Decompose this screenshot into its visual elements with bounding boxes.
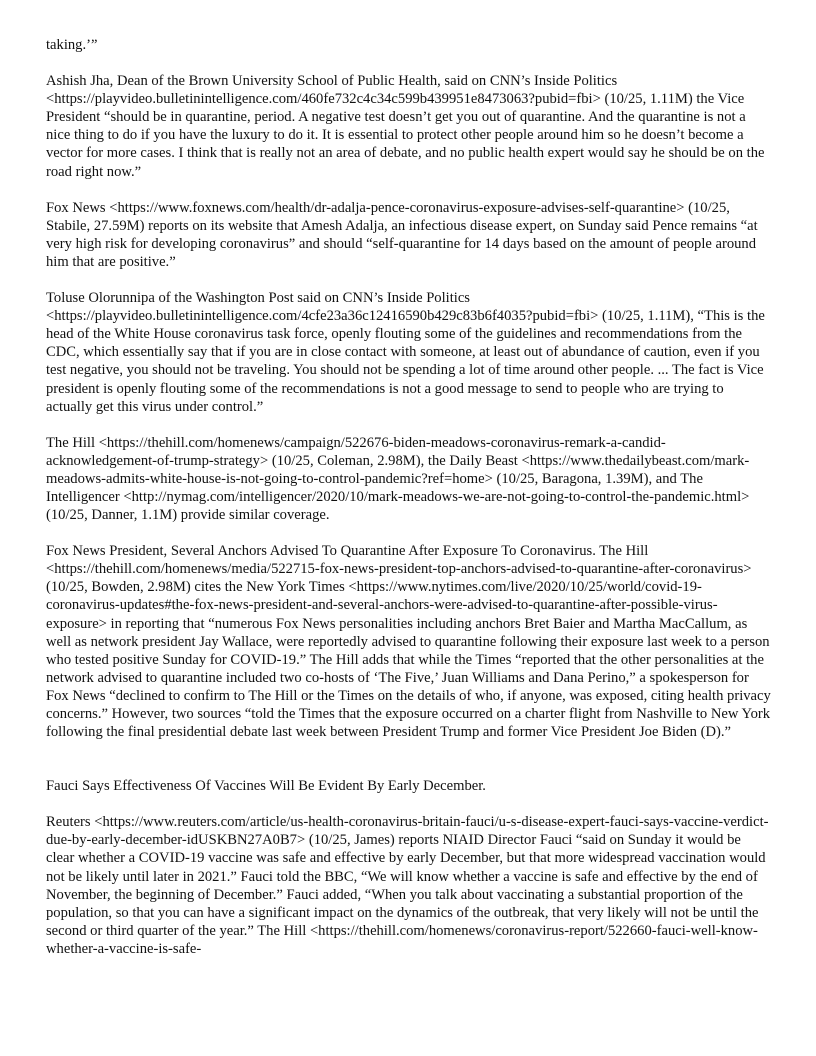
paragraph-continuation: taking.’” (46, 37, 98, 53)
paragraph-jha: Ashish Jha, Dean of the Brown University School of Public Health, said on CNN’s Inside Politics <https://playvideo.bulletinintelligence.com/460fe732c4c34c599b439951e8473063?pubid=fbi> (10/25, 1.11M) the Vice President “should be in quarantine, period. A negative test doesn’t get you out of quarantine. And the quarantine is not a nice thing to do if you have the luxury to do it. It is essential to protect other people around him so he doesn’t become a vector for more cases. I think that is really not an area of debate, and no public health expert would say he should be on the road right now.” (46, 73, 765, 180)
document-page (46, 36, 772, 976)
paragraph-olorunnipa: Toluse Olorunnipa of the Washington Post said on CNN’s Inside Politics <https://playvideo.bulletinintelligence.com/4cfe23a36c12416590b429c83b6f4035?pubid=fbi> (10/25, 1.11M), “This is the head of the White House coronavirus task force, openly flouting some of the guidelines and recommendations from the CDC, which essentially say that if you are in close contact with someone, at least out of abundance of caution, even if you test negative, you should not be traveling. You should not be spending a lot of time around other people. ... The fact is Vice president is openly flouting some of the recommendations is not a good message to send to people who are trying to actually get this virus under control.” (46, 290, 765, 415)
section-heading: Fauci Says Effectiveness Of Vaccines Will Be Evident By Early December. (46, 778, 486, 795)
paragraph-fox-quarantine: Fox News President, Several Anchors Advised To Quarantine After Exposure To Coronavirus. The Hill <https://thehill.com/homenews/media/522715-fox-news-president-top-anchors-advised-to-quarantine-after-coronavirus> (10/25, Bowden, 2.98M) cites the New York Times <https://www.nytimes.com/live/2020/10/25/world/covid-19-coronavirus-updates#the-fox-news-president-and-several-anchors-were-advised-to-quarantine-after-possible-virus-exposure> in reporting that “numerous Fox News personalities including anchors Bret Baier and Martha MacCallum, as well as network president Jay Wallace, were reportedly advised to quarantine following their exposure last week to a person who tested positive Sunday for COVID-19.” The Hill adds that while the Times “reported that the other personalities at the network advised to quarantine included two co-hosts of ‘The Five,’ Juan Williams and Dana Perino,” a spokesperson for Fox News “declined to confirm to The Hill or the Times on the details of who, if anyone, was exposed, citing health privacy concerns.” However, two sources “told the Times that the exposure occurred on a charter flight from Nashville to New York following the final presidential debate last week between President Trump and former Vice President Joe Biden (D).” (46, 543, 771, 741)
paragraph-fox-adalja: Fox News <https://www.foxnews.com/health/dr-adalja-pence-coronavirus-exposure-advises-self-quarantine> (10/25, Stabile, 27.59M) reports on its website that Amesh Adalja, an infectious disease expert, on Sunday said Pence remains “at very high risk for developing coronavirus” and should “self-quarantine for 14 days based on the amount of people around him that are positive.” (46, 199, 758, 270)
paragraph-similar-coverage: The Hill <https://thehill.com/homenews/campaign/522676-biden-meadows-coronavirus-remark-a-candid-acknowledgement-of-trump-strategy> (10/25, Coleman, 2.98M), the Daily Beast <https://www.thedailybeast.com/mark-meadows-admits-white-house-is-not-going-to-control-pandemic?ref=home> (10/25, Baragona, 1.39M), and The Intelligencer <http://nymag.com/intelligencer/2020/10/mark-meadows-we-are-not-going-to-control-the-pandemic.html> (10/25, Danner, 1.1M) provide similar coverage. (46, 434, 750, 524)
paragraph-reuters-fauci: Reuters <https://www.reuters.com/article/us-health-coronavirus-britain-fauci/u-s-disease-expert-fauci-says-vaccine-verdict-due-by-early-december-idUSKBN27A0B7> (10/25, James) reports NIAID Director Fauci “said on Sunday it would be clear whether a COVID-19 vaccine was safe and effective by early December, but that more widespread vaccination would not be likely until later in 2021.” Fauci told the BBC, “We will know whether a vaccine is safe and effective by the end of November, the beginning of December.” Fauci added, “When you talk about vaccinating a substantial proportion of the population, so that you can have a significant impact on the dynamics of the outbreak, that very likely will not be until the second or third quarter of the year.” The Hill <https://thehill.com/homenews/coronavirus-report/522660-fauci-well-know-whether-a-vaccine-is-safe- (46, 814, 769, 957)
